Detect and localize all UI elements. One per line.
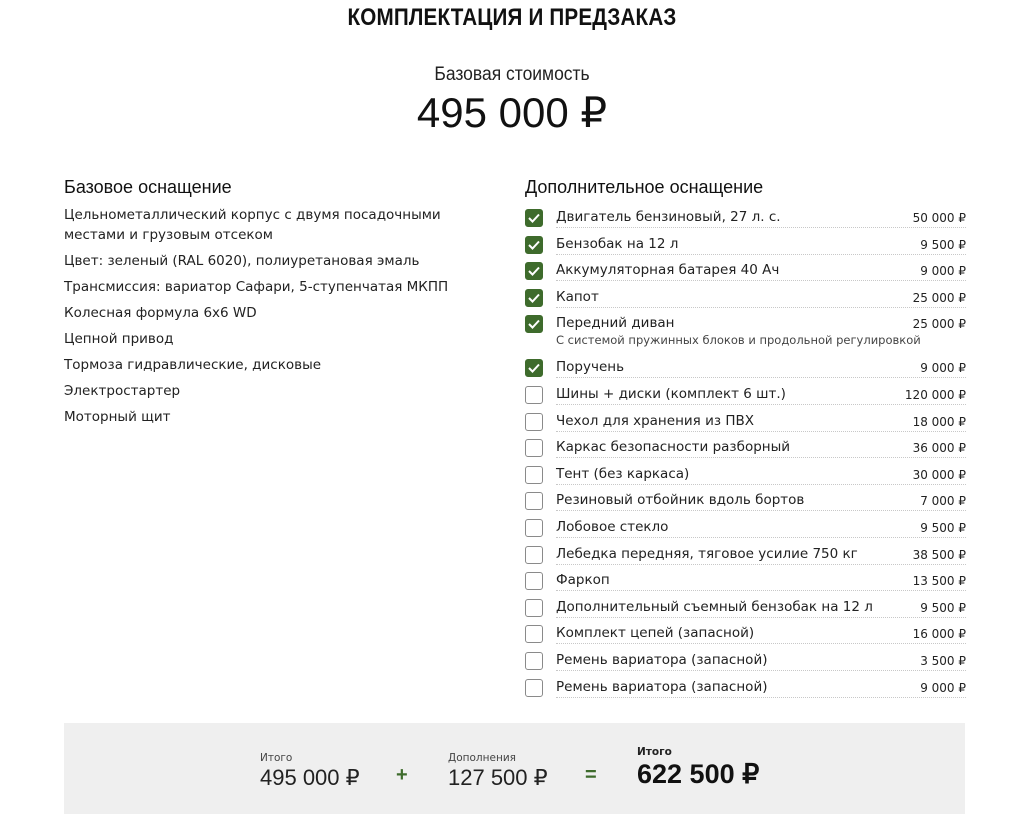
option-item[interactable] xyxy=(525,462,966,489)
option-note: С системой пружинных блоков и продольной регулировкой xyxy=(556,333,921,348)
options-list xyxy=(525,205,966,701)
checkbox-checked[interactable] xyxy=(525,315,543,333)
checkbox-unchecked[interactable] xyxy=(525,546,543,564)
option-price: 18 000 ₽ xyxy=(912,414,966,429)
option-price: 9 000 ₽ xyxy=(920,264,966,279)
option-price: 25 000 ₽ xyxy=(912,290,966,305)
dotted-leader xyxy=(556,404,966,405)
option-label: Капот xyxy=(556,288,599,305)
checkbox-unchecked[interactable] xyxy=(525,413,543,431)
list-item: Трансмиссия: вариатор Сафари, 5-ступенчатая МКПП xyxy=(64,279,449,295)
option-label: Шины + диски (комплект 6 шт.) xyxy=(556,385,786,402)
dotted-leader xyxy=(556,280,966,281)
option-item[interactable] xyxy=(525,621,966,648)
summary-base-value: 495 000 ₽ xyxy=(260,765,360,790)
dotted-leader xyxy=(556,670,966,671)
summary-base xyxy=(260,751,360,791)
option-item[interactable] xyxy=(525,382,966,409)
option-item[interactable] xyxy=(525,595,966,622)
checkbox-unchecked[interactable] xyxy=(525,492,543,510)
option-price: 9 500 ₽ xyxy=(920,237,966,252)
dotted-leader xyxy=(556,431,966,432)
dotted-leader xyxy=(556,590,966,591)
dotted-leader xyxy=(556,377,966,378)
option-label: Лебедка передняя, тяговое усилие 750 кг xyxy=(556,545,858,562)
option-item[interactable] xyxy=(525,515,966,542)
option-label: Ремень вариатора (запасной) xyxy=(556,678,768,695)
checkmark-icon xyxy=(528,363,540,373)
summary-addons-caption: Дополнения xyxy=(448,752,516,764)
option-item[interactable] xyxy=(525,355,966,382)
option-item[interactable] xyxy=(525,258,966,285)
checkbox-unchecked[interactable] xyxy=(525,572,543,590)
list-item: Цепной привод xyxy=(64,331,174,347)
option-label: Передний диван xyxy=(556,315,675,332)
option-item[interactable] xyxy=(525,205,966,232)
dotted-leader xyxy=(556,254,966,255)
option-price: 50 000 ₽ xyxy=(912,211,966,225)
list-item: Цельнометаллический корпус с двумя посадочными местами и грузовым отсеком xyxy=(64,207,441,243)
option-item[interactable] xyxy=(525,285,966,312)
additional-equipment-title: Дополнительное оснащение xyxy=(525,177,764,197)
option-label: Комплект цепей (запасной) xyxy=(556,625,755,642)
option-item[interactable] xyxy=(525,675,966,702)
page-title: КОМПЛЕКТАЦИЯ И ПРЕДЗАКАЗ xyxy=(347,4,677,31)
checkbox-unchecked[interactable] xyxy=(525,652,543,670)
option-price: 25 000 ₽ xyxy=(912,317,966,332)
list-item: Моторный щит xyxy=(64,409,171,425)
checkbox-unchecked[interactable] xyxy=(525,519,543,537)
summary-base-caption: Итого xyxy=(260,752,293,764)
dotted-leader xyxy=(556,697,966,698)
equals-sign: = xyxy=(585,764,597,786)
option-label: Лобовое стекло xyxy=(556,518,669,535)
option-item[interactable] xyxy=(525,311,966,355)
summary-addons xyxy=(448,751,548,791)
option-price: 120 000 ₽ xyxy=(904,387,966,402)
option-price: 3 500 ₽ xyxy=(920,653,966,668)
option-label: Двигатель бензиновый, 27 л. с. xyxy=(556,209,781,225)
option-price: 38 500 ₽ xyxy=(912,547,966,562)
list-item: Тормоза гидравлические, дисковые xyxy=(64,357,322,373)
summary-addons-value: 127 500 ₽ xyxy=(448,765,548,790)
dotted-leader xyxy=(556,484,966,485)
checkbox-unchecked[interactable] xyxy=(525,386,543,404)
checkbox-checked[interactable] xyxy=(525,262,543,280)
list-item: Цвет: зеленый (RAL 6020), полиуретановая эмаль xyxy=(64,253,420,269)
option-item[interactable] xyxy=(525,232,966,259)
dotted-leader xyxy=(556,457,966,458)
option-item[interactable] xyxy=(525,568,966,595)
checkbox-unchecked[interactable] xyxy=(525,625,543,643)
plus-sign: + xyxy=(396,764,408,786)
dotted-leader xyxy=(556,227,966,228)
option-item[interactable] xyxy=(525,435,966,462)
checkbox-unchecked[interactable] xyxy=(525,466,543,484)
checkmark-icon xyxy=(528,240,540,250)
checkmark-icon xyxy=(528,293,540,303)
option-price: 13 500 ₽ xyxy=(912,574,966,589)
option-price: 9 500 ₽ xyxy=(920,600,966,615)
option-item[interactable] xyxy=(525,488,966,515)
option-price: 9 000 ₽ xyxy=(920,680,966,695)
option-price: 9 500 ₽ xyxy=(920,520,966,535)
option-label: Фаркоп xyxy=(556,572,610,589)
option-label: Ремень вариатора (запасной) xyxy=(556,651,768,668)
checkmark-icon xyxy=(528,213,540,223)
option-price: 9 000 ₽ xyxy=(920,361,966,376)
checkbox-checked[interactable] xyxy=(525,289,543,307)
option-label: Аккумуляторная батарея 40 Ач xyxy=(556,262,780,279)
list-item: Колесная формула 6х6 WD xyxy=(64,305,257,321)
option-label: Тент (без каркаса) xyxy=(556,465,690,482)
dotted-leader xyxy=(556,643,966,644)
base-equipment-section xyxy=(64,175,494,433)
summary-total-value: 622 500 ₽ xyxy=(637,759,760,789)
dotted-leader xyxy=(556,537,966,538)
option-label: Поручень xyxy=(556,359,625,376)
checkbox-checked[interactable] xyxy=(525,209,543,227)
checkbox-unchecked[interactable] xyxy=(525,439,543,457)
option-price: 16 000 ₽ xyxy=(912,627,966,642)
dotted-leader xyxy=(556,510,966,511)
dotted-leader xyxy=(556,564,966,565)
option-price: 7 000 ₽ xyxy=(920,494,966,509)
dotted-leader xyxy=(556,617,966,618)
checkmark-icon xyxy=(528,319,540,329)
summary-total xyxy=(637,745,759,789)
base-equipment-title: Базовое оснащение xyxy=(64,177,232,197)
option-label: Резиновый отбойник вдоль бортов xyxy=(556,492,805,509)
list-item: Электростартер xyxy=(64,383,181,399)
option-label: Чехол для хранения из ПВХ xyxy=(556,412,754,429)
option-item[interactable] xyxy=(525,409,966,436)
additional-equipment-section xyxy=(525,175,966,701)
option-price: 36 000 ₽ xyxy=(912,441,966,456)
summary-total-caption: Итого xyxy=(637,746,672,758)
dotted-leader xyxy=(556,307,966,308)
option-item[interactable] xyxy=(525,648,966,675)
checkbox-unchecked[interactable] xyxy=(525,679,543,697)
option-label: Бензобак на 12 л xyxy=(556,235,679,252)
checkbox-unchecked[interactable] xyxy=(525,599,543,617)
option-label: Каркас безопасности разборный xyxy=(556,439,791,456)
checkmark-icon xyxy=(528,266,540,276)
option-price: 30 000 ₽ xyxy=(912,467,966,482)
checkbox-checked[interactable] xyxy=(525,359,543,377)
base-price-value: 495 000 ₽ xyxy=(416,89,608,136)
base-equipment-list xyxy=(64,205,494,427)
summary-bar xyxy=(64,723,965,814)
base-price-label: Базовая стоимость xyxy=(434,64,590,85)
option-item[interactable] xyxy=(525,542,966,569)
option-label: Дополнительный съемный бензобак на 12 л xyxy=(556,598,873,615)
checkbox-checked[interactable] xyxy=(525,236,543,254)
